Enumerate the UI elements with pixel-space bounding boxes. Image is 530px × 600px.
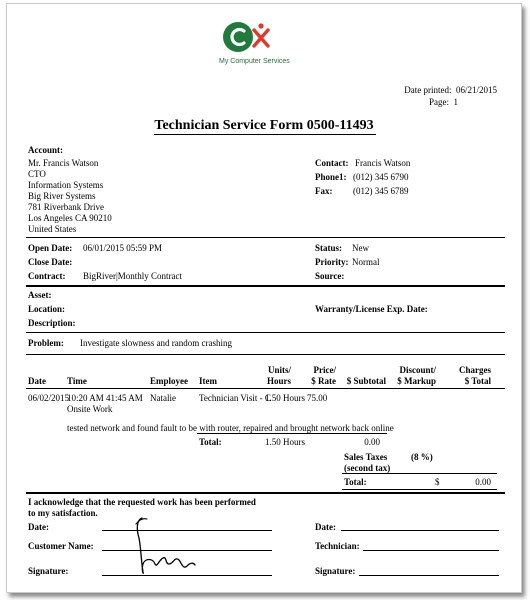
priority-value: Normal [352,257,380,267]
grand-total-value: 0.00 [475,477,491,487]
tech-date-label: Date: [315,522,336,532]
status-value: New [352,243,369,253]
row-item: Technician Visit - C [199,393,271,403]
contract-value: BigRiver|Monthly Contract [83,271,183,281]
company-logo [215,20,275,54]
col-units-header-bottom: Hours [266,376,291,386]
open-date-label: Open Date: [28,243,73,253]
account-line: Mr. Francis Watson [28,158,99,168]
grand-total-rule [342,473,497,474]
grand-total-currency: $ [435,477,440,487]
total-subtotal: 0.00 [364,437,380,447]
total-units: 1.50 Hours [265,437,305,447]
col-rate-header-bottom: $ Rate [311,376,336,386]
title-underline [154,134,376,135]
phone-value: (012) 345 6790 [353,172,409,182]
row-time: 10:20 AM 41:45 AM [67,393,143,403]
handwritten-signature [127,512,217,582]
asset-label: Asset: [28,290,52,300]
tech-signature-line[interactable] [359,575,499,576]
divider [26,354,505,355]
col-date-header: Date [28,376,46,386]
sales-tax-pct: (8 %) [411,452,433,462]
service-form-page [6,3,522,593]
date-printed-value: 06/21/2015 [455,85,497,95]
phone-label: Phone1: [315,172,347,182]
location-label: Location: [28,304,65,314]
fax-value: (012) 345 6789 [353,186,409,196]
logo-cx-icon [215,20,275,54]
row-date: 06/02/2015 [28,393,70,403]
fax-label: Fax: [315,186,333,196]
customer-signature-label: Signature: [28,566,69,576]
ack-text-line1: I acknowledge that the requested work has been performed [28,497,256,507]
page-label: Page: [429,97,449,107]
status-label: Status: [315,243,343,253]
tech-date-line[interactable] [341,530,499,531]
account-line: 781 Riverbank Drive [28,202,104,212]
grand-total-label: Total: [344,477,367,487]
page-title: Technician Service Form 0500-11493 [154,118,374,133]
account-line: Information Systems [28,180,104,190]
row-work-type: Onsite Work [67,404,113,414]
col-subtotal-header: $ Subtotal [346,376,386,386]
source-label: Source: [315,271,345,281]
contact-label: Contact: [315,158,349,168]
technician-label: Technician: [315,541,360,551]
company-name: My Computer Services [219,58,290,65]
grand-total-double-rule [342,489,497,490]
col-item-header: Item [199,376,217,386]
description-label: Description: [28,318,76,328]
divider [26,237,505,238]
account-label: Account: [28,145,63,155]
account-line: Los Angeles CA 90210 [28,213,112,223]
row-employee: Natalie [150,393,176,403]
problem-label: Problem: [28,338,64,348]
col-rate-header-top: Price/ [313,365,336,375]
ack-text-line2: to my satisfaction. [28,508,98,518]
customer-date-label: Date: [28,522,49,532]
tech-signature-label: Signature: [315,566,356,576]
divider [26,492,505,494]
row-rate: 75.00 [307,393,328,403]
total-label: Total: [199,437,222,447]
divider [26,285,505,287]
col-total-header-bottom: $ Total [464,376,491,386]
technician-line[interactable] [363,550,499,551]
date-printed-label: Date printed: [404,85,452,95]
date-printed [337,84,497,96]
table-header-rule [26,388,505,389]
account-line: CTO [28,169,46,179]
sales-tax-sub: (second tax) [344,463,391,473]
row-units: 1.50 Hours [265,393,305,403]
account-line: United States [28,224,77,234]
col-employee-header: Employee [150,376,188,386]
col-markup-header-bottom: $ Markup [397,376,436,386]
account-line: Big River Systems [28,191,96,201]
total-rule [197,433,387,434]
contract-label: Contract: [28,271,66,281]
col-total-header-top: Charges [459,365,491,375]
col-units-header-top: Units/ [267,365,291,375]
close-date-label: Close Date: [28,257,73,267]
page-value: 1 [453,97,458,107]
problem-text: Investigate slowness and random crashing [80,338,232,348]
priority-label: Priority: [315,257,349,267]
col-markup-header-top: Discount/ [399,365,436,375]
divider [26,332,505,333]
contact-value: Francis Watson [355,158,411,168]
page-number [337,96,458,108]
sales-tax-label: Sales Taxes [344,452,388,462]
open-date-value: 06/01/2015 05:59 PM [83,243,163,253]
warranty-label: Warranty/License Exp. Date: [315,304,428,314]
customer-name-label: Customer Name: [28,541,94,551]
row-note: tested network and found fault to be with router, repaired and brought network back online [67,423,394,433]
col-time-header: Time [67,376,87,386]
